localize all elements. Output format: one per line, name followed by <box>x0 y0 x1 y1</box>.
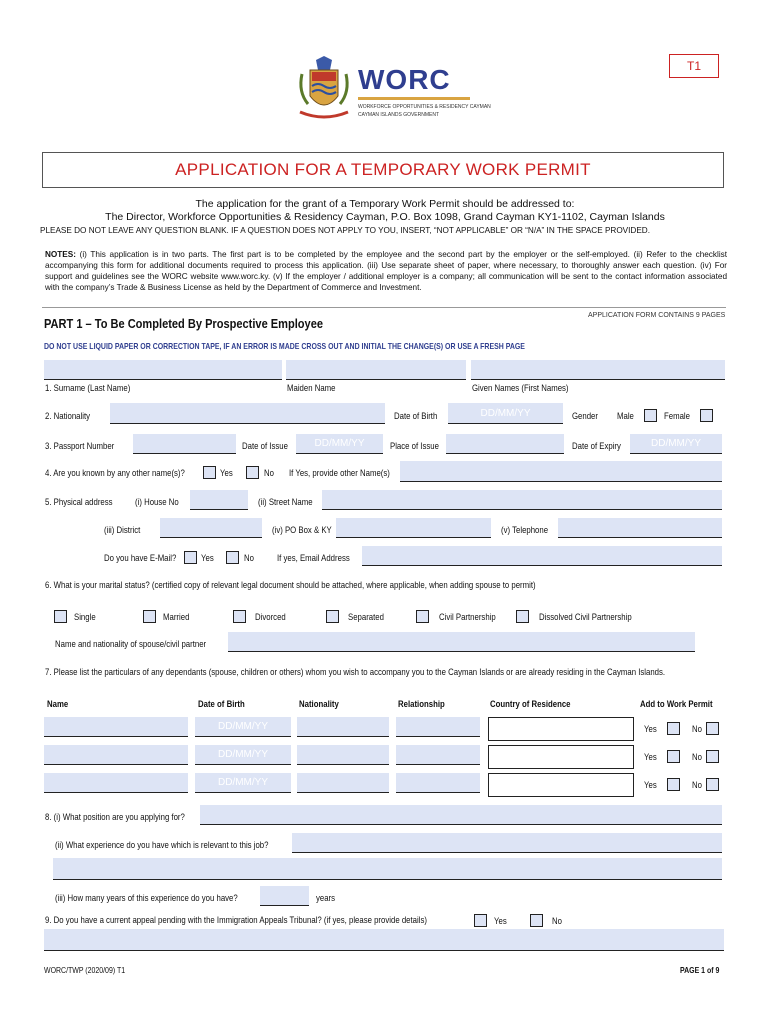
dependant-yes-label: Yes <box>644 724 657 735</box>
warning-text: PLEASE DO NOT LEAVE ANY QUESTION BLANK. IF A QUESTION DOES NOT APPLY TO YOU, INSERT, “NOT APPLICABLE” OR “N/A” IN THE SPACE PROVIDED. <box>40 226 650 235</box>
single-label: Single <box>74 612 96 623</box>
col-add-to-permit: Add to Work Permit <box>640 699 713 710</box>
street-input[interactable] <box>322 490 722 510</box>
expiry-placeholder: DD/MM/YY <box>651 438 701 449</box>
marital-question: 6. What is your marital status? (certified copy of relevant legal document should be attached, where applicable, when adding spouse to permit) <box>45 580 536 591</box>
dependant-no-checkbox[interactable] <box>706 722 719 735</box>
divorced-checkbox[interactable] <box>233 610 246 623</box>
dependant-yes-label: Yes <box>644 752 657 763</box>
dependant-yes-checkbox[interactable] <box>667 778 680 791</box>
dependant-dob-placeholder: DD/MM/YY <box>218 721 268 732</box>
appeal-details-input[interactable] <box>44 929 724 951</box>
position-input[interactable] <box>200 805 722 825</box>
appeal-yes-checkbox[interactable] <box>474 914 487 927</box>
address-label: 5. Physical address <box>45 497 113 508</box>
issue-date-placeholder: DD/MM/YY <box>314 438 365 449</box>
other-names-yes-checkbox[interactable] <box>203 466 216 479</box>
other-names-yes-label: Yes <box>220 468 233 479</box>
email-no-label: No <box>244 553 254 564</box>
married-label: Married <box>163 612 190 623</box>
passport-input[interactable] <box>133 434 236 454</box>
dependant-dob-input[interactable] <box>195 773 291 793</box>
dependant-country-input[interactable] <box>488 745 634 769</box>
dependant-country-input[interactable] <box>488 717 634 741</box>
telephone-input[interactable] <box>558 518 722 538</box>
nationality-input[interactable] <box>110 403 385 424</box>
dependant-nationality-input[interactable] <box>297 717 389 737</box>
position-label: 8. (i) What position are you applying for? <box>45 812 185 823</box>
dependant-name-input[interactable] <box>44 773 188 793</box>
experience-input[interactable] <box>292 833 722 853</box>
org-name: WORC <box>358 64 451 95</box>
col-country: Country of Residence <box>490 699 571 710</box>
dependant-dob-placeholder: DD/MM/YY <box>218 777 268 788</box>
experience-label: (ii) What experience do you have which is relevant to this job? <box>55 840 269 851</box>
surname-input[interactable] <box>44 360 282 380</box>
surname-label: 1. Surname (Last Name) <box>45 383 131 394</box>
email-address-label: If yes, Email Address <box>277 553 350 564</box>
dependant-yes-label: Yes <box>644 780 657 791</box>
intro-line-1: The application for the grant of a Temporary Work Permit should be addressed to: <box>195 198 575 210</box>
dependants-question: 7. Please list the particulars of any dependants (spouse, children or others) whom you wish to accompany you to the Cayman Islands or are already residing in the Cayman Islands. <box>45 667 666 678</box>
female-checkbox[interactable] <box>700 409 713 422</box>
expiry-label: Date of Expiry <box>572 441 621 452</box>
civil-partnership-checkbox[interactable] <box>416 610 429 623</box>
gender-label: Gender <box>572 411 598 422</box>
male-checkbox[interactable] <box>644 409 657 422</box>
dependant-relationship-input[interactable] <box>396 745 480 765</box>
col-dob: Date of Birth <box>198 699 245 710</box>
partner-input[interactable] <box>228 632 695 652</box>
dependant-no-checkbox[interactable] <box>706 778 719 791</box>
form-code: T1 <box>686 59 701 73</box>
col-name: Name <box>47 699 69 710</box>
dob-label: Date of Birth <box>394 411 438 422</box>
dependant-country-input[interactable] <box>488 773 634 797</box>
female-label: Female <box>664 411 690 422</box>
district-input[interactable] <box>160 518 262 538</box>
dob-placeholder: DD/MM/YY <box>480 407 531 419</box>
dependant-no-label: No <box>692 752 702 763</box>
dob-input[interactable] <box>448 403 563 424</box>
dependant-yes-checkbox[interactable] <box>667 722 680 735</box>
passport-label: 3. Passport Number <box>45 441 115 452</box>
col-relationship: Relationship <box>398 699 445 710</box>
dependant-no-label: No <box>692 780 702 791</box>
dissolved-civil-partnership-checkbox[interactable] <box>516 610 529 623</box>
issue-date-input[interactable] <box>296 434 383 454</box>
col-nationality: Nationality <box>299 699 339 710</box>
dependant-dob-input[interactable] <box>195 717 291 737</box>
pobox-input[interactable] <box>336 518 491 538</box>
pages-note: APPLICATION FORM CONTAINS 9 PAGES <box>588 312 726 319</box>
other-names-input[interactable] <box>400 461 722 482</box>
nationality-label: 2. Nationality <box>45 411 91 422</box>
experience-input-continued[interactable] <box>53 858 722 880</box>
email-yes-checkbox[interactable] <box>184 551 197 564</box>
single-checkbox[interactable] <box>54 610 67 623</box>
divider <box>42 307 726 308</box>
appeal-yes-label: Yes <box>494 916 507 927</box>
divorced-label: Divorced <box>255 612 286 623</box>
coat-of-arms-logo <box>294 56 354 126</box>
house-no-input[interactable] <box>190 490 248 510</box>
notes-label: NOTES: <box>45 250 76 259</box>
org-underline <box>358 97 470 100</box>
street-label: (ii) Street Name <box>258 497 313 508</box>
district-label: (iii) District <box>104 525 141 536</box>
dependant-name-input[interactable] <box>44 717 188 737</box>
dependant-dob-input[interactable] <box>195 745 291 765</box>
maiden-name-label: Maiden Name <box>287 383 336 394</box>
pobox-label: (iv) PO Box & KY <box>272 525 332 536</box>
appeal-question: 9. Do you have a current appeal pending with the Immigration Appeals Tribunal? (if yes, please provide details) <box>45 915 427 926</box>
maiden-name-input[interactable] <box>286 360 466 380</box>
separated-checkbox[interactable] <box>326 610 339 623</box>
intro-line-2: The Director, Workforce Opportunities & Residency Cayman, P.O. Box 1098, Grand Cayman KY1-1102, Cayman Islands <box>105 211 665 223</box>
other-names-if-yes-label: If Yes, provide other Name(s) <box>289 468 390 479</box>
dependant-no-checkbox[interactable] <box>706 750 719 763</box>
email-yes-label: Yes <box>201 553 214 564</box>
years-label: years <box>316 893 336 904</box>
footer-code: WORC/TWP (2020/09) T1 <box>44 965 126 975</box>
org-subtitle-1: WORKFORCE OPPORTUNITIES & RESIDENCY CAYMAN <box>358 104 491 110</box>
title-box <box>42 152 724 188</box>
other-names-question: 4. Are you known by any other name(s)? <box>45 468 185 479</box>
civil-partnership-label: Civil Partnership <box>439 612 496 623</box>
given-names-label: Given Names (First Names) <box>472 383 569 394</box>
page-title: APPLICATION FOR A TEMPORARY WORK PERMIT <box>175 160 591 179</box>
telephone-label: (v) Telephone <box>501 525 549 536</box>
separated-label: Separated <box>348 612 384 623</box>
form-code-badge <box>669 54 719 78</box>
dependant-nationality-input[interactable] <box>297 773 389 793</box>
partner-label: Name and nationality of spouse/civil partner <box>55 639 207 650</box>
expiry-input[interactable] <box>630 434 722 454</box>
male-label: Male <box>617 411 634 422</box>
dependant-relationship-input[interactable] <box>396 717 480 737</box>
dependant-name-input[interactable] <box>44 745 188 765</box>
married-checkbox[interactable] <box>143 610 156 623</box>
appeal-no-label: No <box>552 916 562 927</box>
notes-block <box>45 249 727 293</box>
house-no-label: (i) House No <box>135 497 179 508</box>
dependant-dob-placeholder: DD/MM/YY <box>218 749 268 760</box>
issue-place-label: Place of Issue <box>390 441 439 452</box>
email-address-input[interactable] <box>362 546 722 566</box>
footer-page: PAGE 1 of 9 <box>680 965 720 975</box>
appeal-no-checkbox[interactable] <box>530 914 543 927</box>
other-names-no-checkbox[interactable] <box>246 466 259 479</box>
email-no-checkbox[interactable] <box>226 551 239 564</box>
part1-warning: DO NOT USE LIQUID PAPER OR CORRECTION TAPE, IF AN ERROR IS MADE CROSS OUT AND INITIAL THE CHANGE(S) OR USE A FRESH PAGE <box>44 341 525 351</box>
dependant-no-label: No <box>692 724 702 735</box>
notes-text: (i) This application is in two parts. The first part is to be completed by the employee and the second part by the employer or the self-employed. (ii) Refer to the checklist accompanying this form for additional documents required to process this application. (iii) Use separate sheet of paper, where necessary, to thoroughly answer each question. (iv) For support and guidelines see the WORC website www.worc.ky. (v) If the employer / additional employer is a company; all communication will be sent to the contact information associated with the company’s Trade & Business License as held by the Department of Commerce and Investment. <box>45 250 728 292</box>
dependant-relationship-input[interactable] <box>396 773 480 793</box>
other-names-no-label: No <box>264 468 274 479</box>
dependant-yes-checkbox[interactable] <box>667 750 680 763</box>
issue-place-input[interactable] <box>446 434 564 454</box>
years-input[interactable] <box>260 886 309 906</box>
years-question: (iii) How many years of this experience do you have? <box>55 893 238 904</box>
given-names-input[interactable] <box>471 360 725 380</box>
org-subtitle-2: CAYMAN ISLANDS GOVERNMENT <box>358 112 440 118</box>
dependant-nationality-input[interactable] <box>297 745 389 765</box>
part1-title: PART 1 – To Be Completed By Prospective Employee <box>44 316 323 331</box>
issue-date-label: Date of Issue <box>242 441 288 452</box>
email-question: Do you have E-Mail? <box>104 553 177 564</box>
dissolved-civil-partnership-label: Dissolved Civil Partnership <box>539 612 632 623</box>
